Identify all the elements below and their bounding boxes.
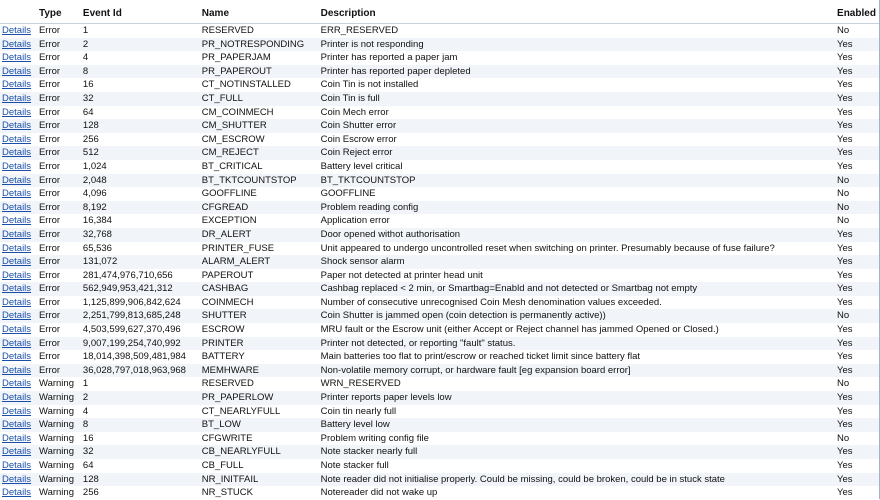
table-row: [0, 391, 879, 405]
table-row: [0, 51, 879, 65]
description-cell: BT_TKTCOUNTSTOP: [320, 174, 416, 186]
details-link[interactable]: Details: [2, 188, 32, 200]
type-cell: Error: [38, 201, 61, 213]
details-link[interactable]: Details: [2, 364, 32, 376]
type-cell: Warning: [38, 473, 74, 485]
name-cell: RESERVED: [201, 378, 254, 390]
event-id-cell: 1,125,899,906,842,624: [82, 296, 181, 308]
enabled-cell: Yes: [837, 120, 853, 132]
event-id-cell: 36,028,797,018,963,968: [82, 364, 186, 376]
enabled-cell: Yes: [837, 473, 853, 485]
type-cell: Error: [38, 337, 61, 349]
type-cell: Error: [38, 174, 61, 186]
description-cell: Note stacker full: [320, 460, 389, 471]
type-cell: Error: [38, 296, 61, 308]
table-row: [0, 242, 879, 256]
name-cell: MEMHWARE: [201, 364, 259, 376]
enabled-cell: Yes: [837, 52, 853, 64]
enabled-cell: Yes: [837, 460, 853, 471]
event-id-cell: 16,384: [82, 215, 112, 227]
type-cell: Warning: [38, 378, 74, 390]
name-cell: CM_SHUTTER: [201, 120, 267, 132]
description-cell: Coin Mech error: [320, 106, 389, 118]
description-cell: Shock sensor alarm: [320, 256, 405, 268]
header-enabled[interactable]: Enabled: [837, 8, 876, 19]
details-link[interactable]: Details: [2, 269, 32, 281]
enabled-cell: Yes: [837, 419, 853, 431]
description-cell: Cashbag replaced < 2 min, or Smartbag=Enabld and not detected or Smartbag not empty: [320, 283, 698, 295]
description-cell: Main batteries too flat to print/escrow or reached ticket limit since battery flat: [320, 351, 641, 363]
description-cell: Coin Shutter error: [320, 120, 397, 132]
description-cell: Printer has reported paper depleted: [320, 65, 471, 77]
details-link[interactable]: Details: [2, 460, 32, 471]
name-cell: ALARM_ALERT: [201, 256, 271, 268]
event-id-cell: 16: [82, 432, 94, 444]
table-row: [0, 282, 879, 296]
name-cell: CM_ESCROW: [201, 133, 265, 145]
name-cell: PR_PAPEROUT: [201, 65, 272, 77]
details-link[interactable]: Details: [2, 378, 32, 390]
type-cell: Error: [38, 52, 61, 64]
name-cell: PR_PAPERJAM: [201, 52, 271, 64]
event-id-cell: 8: [82, 419, 89, 431]
table-row: [0, 350, 879, 364]
name-cell: CFGREAD: [201, 201, 249, 213]
description-cell: Problem writing config file: [320, 432, 429, 444]
details-link[interactable]: Details: [2, 92, 32, 104]
description-cell: MRU fault or the Escrow unit (either Accept or Reject channel has jammed Opened or Closed.): [320, 324, 719, 336]
enabled-cell: Yes: [837, 283, 853, 295]
enabled-cell: Yes: [837, 106, 853, 118]
enabled-cell: Yes: [837, 324, 853, 336]
description-cell: Battery level critical: [320, 160, 403, 172]
enabled-cell: No: [837, 432, 850, 444]
name-cell: BATTERY: [201, 351, 245, 363]
details-link[interactable]: Details: [2, 147, 32, 159]
name-cell: BT_CRITICAL: [201, 160, 263, 172]
event-id-cell: 18,014,398,509,481,984: [82, 351, 186, 363]
type-cell: Warning: [38, 460, 74, 471]
table-row: [0, 405, 879, 419]
header-event-id[interactable]: Event Id: [82, 8, 122, 19]
description-cell: Notereader did not wake up: [320, 487, 438, 499]
name-cell: PR_NOTRESPONDING: [201, 38, 305, 50]
event-id-cell: 32: [82, 446, 94, 458]
event-id-cell: 2: [82, 392, 89, 404]
enabled-cell: No: [837, 25, 850, 36]
details-link[interactable]: Details: [2, 242, 32, 254]
type-cell: Warning: [38, 446, 74, 458]
enabled-cell: Yes: [837, 79, 853, 91]
details-link[interactable]: Details: [2, 392, 32, 404]
event-id-cell: 256: [82, 487, 99, 499]
details-link[interactable]: Details: [2, 25, 32, 36]
details-link[interactable]: Details: [2, 160, 32, 172]
details-link[interactable]: Details: [2, 283, 32, 295]
name-cell: DR_ALERT: [201, 228, 252, 240]
details-link[interactable]: Details: [2, 174, 32, 186]
type-cell: Error: [38, 269, 61, 281]
type-cell: Warning: [38, 419, 74, 431]
header-type[interactable]: Type: [38, 8, 62, 19]
type-cell: Error: [38, 65, 61, 77]
event-id-cell: 8,192: [82, 201, 107, 213]
details-link[interactable]: Details: [2, 446, 32, 458]
event-id-cell: 64: [82, 106, 94, 118]
type-cell: Error: [38, 256, 61, 268]
table-row: [0, 337, 879, 351]
enabled-cell: Yes: [837, 392, 853, 404]
type-cell: Error: [38, 147, 61, 159]
type-cell: Warning: [38, 432, 74, 444]
description-cell: Coin Tin is not installed: [320, 79, 419, 91]
event-id-cell: 128: [82, 120, 99, 132]
table-row: [0, 473, 879, 487]
table-row: [0, 214, 879, 228]
name-cell: CT_FULL: [201, 92, 243, 104]
details-link[interactable]: Details: [2, 310, 32, 322]
name-cell: EXCEPTION: [201, 215, 257, 227]
enabled-cell: Yes: [837, 38, 853, 50]
table-row: [0, 255, 879, 269]
description-cell: Door opened withot authorisation: [320, 228, 461, 240]
enabled-cell: Yes: [837, 228, 853, 240]
table-body: [0, 24, 879, 500]
table-row: [0, 133, 879, 147]
type-cell: Error: [38, 120, 61, 132]
table-row: [0, 228, 879, 242]
description-cell: Coin tin nearly full: [320, 405, 397, 417]
name-cell: BT_LOW: [201, 419, 241, 431]
details-link[interactable]: Details: [2, 405, 32, 417]
description-cell: Printer not detected, or reporting "fault" status.: [320, 337, 516, 349]
table-row: [0, 92, 879, 106]
enabled-cell: Yes: [837, 296, 853, 308]
description-cell: Non-volatile memory corrupt, or hardware fault [eg expansion board error]: [320, 364, 631, 376]
enabled-cell: No: [837, 215, 850, 227]
description-cell: Coin Tin is full: [320, 92, 380, 104]
name-cell: CT_NOTINSTALLED: [201, 79, 291, 91]
type-cell: Error: [38, 106, 61, 118]
name-cell: GOOFFLINE: [201, 188, 257, 200]
table-row: [0, 486, 879, 500]
name-cell: BT_TKTCOUNTSTOP: [201, 174, 297, 186]
name-cell: NR_STUCK: [201, 487, 253, 499]
description-cell: Coin Escrow error: [320, 133, 397, 145]
event-id-cell: 64: [82, 460, 94, 471]
type-cell: Error: [38, 351, 61, 363]
enabled-cell: Yes: [837, 487, 853, 499]
table-row: [0, 24, 879, 38]
details-link[interactable]: Details: [2, 228, 32, 240]
event-id-cell: 9,007,199,254,740,992: [82, 337, 181, 349]
table-row: [0, 459, 879, 473]
name-cell: RESERVED: [201, 25, 254, 36]
description-cell: Printer is not responding: [320, 38, 424, 50]
event-id-cell: 562,949,953,421,312: [82, 283, 173, 295]
enabled-cell: Yes: [837, 337, 853, 349]
table-row: [0, 296, 879, 310]
event-id-cell: 4,503,599,627,370,496: [82, 324, 181, 336]
type-cell: Error: [38, 324, 61, 336]
description-cell: Note stacker nearly full: [320, 446, 418, 458]
table-row: [0, 65, 879, 79]
type-cell: Warning: [38, 487, 74, 499]
table-row: [0, 269, 879, 283]
description-cell: Problem reading config: [320, 201, 419, 213]
description-cell: GOOFFLINE: [320, 188, 376, 200]
table-header: [0, 0, 879, 24]
event-id-cell: 32: [82, 92, 94, 104]
table-row: [0, 432, 879, 446]
type-cell: Error: [38, 79, 61, 91]
details-link[interactable]: Details: [2, 337, 32, 349]
event-id-cell: 2,048: [82, 174, 107, 186]
table-row: [0, 323, 879, 337]
details-link[interactable]: Details: [2, 120, 32, 132]
description-cell: ERR_RESERVED: [320, 25, 399, 36]
details-link[interactable]: Details: [2, 79, 32, 91]
name-cell: ESCROW: [201, 324, 245, 336]
type-cell: Error: [38, 160, 61, 172]
type-cell: Error: [38, 283, 61, 295]
table-row: [0, 174, 879, 188]
name-cell: NR_INITFAIL: [201, 473, 259, 485]
event-id-cell: 128: [82, 473, 99, 485]
enabled-cell: Yes: [837, 92, 853, 104]
event-id-cell: 1: [82, 378, 89, 390]
event-id-cell: 8: [82, 65, 89, 77]
event-id-cell: 2: [82, 38, 89, 50]
type-cell: Error: [38, 215, 61, 227]
description-cell: Number of consecutive unrecognised Coin Mesh denomination values exceeded.: [320, 296, 662, 308]
name-cell: PAPEROUT: [201, 269, 254, 281]
event-id-cell: 4,096: [82, 188, 107, 200]
type-cell: Warning: [38, 392, 74, 404]
enabled-cell: Yes: [837, 351, 853, 363]
type-cell: Error: [38, 188, 61, 200]
name-cell: CM_COINMECH: [201, 106, 274, 118]
table-row: [0, 201, 879, 215]
table-row: [0, 377, 879, 391]
enabled-cell: No: [837, 188, 850, 200]
type-cell: Error: [38, 228, 61, 240]
details-link[interactable]: Details: [2, 296, 32, 308]
enabled-cell: No: [837, 310, 850, 322]
event-id-cell: 131,072: [82, 256, 118, 268]
type-cell: Error: [38, 38, 61, 50]
name-cell: PRINTER: [201, 337, 244, 349]
details-link[interactable]: Details: [2, 419, 32, 431]
type-cell: Error: [38, 133, 61, 145]
details-link[interactable]: Details: [2, 487, 32, 499]
name-cell: PRINTER_FUSE: [201, 242, 275, 254]
enabled-cell: Yes: [837, 133, 853, 145]
event-id-cell: 4: [82, 405, 89, 417]
table-row: [0, 364, 879, 378]
table-row: [0, 445, 879, 459]
enabled-cell: Yes: [837, 65, 853, 77]
type-cell: Error: [38, 25, 61, 36]
name-cell: CFGWRITE: [201, 432, 253, 444]
description-cell: Coin Reject error: [320, 147, 393, 159]
description-cell: Note reader did not initialise properly. Could be missing, could be broken, could be in stuck state: [320, 473, 725, 485]
enabled-cell: No: [837, 378, 850, 390]
description-cell: WRN_RESERVED: [320, 378, 401, 390]
details-link[interactable]: Details: [2, 473, 32, 485]
table-row: [0, 160, 879, 174]
description-cell: Unit appeared to undergo uncontrolled reset when switching on printer. Presumably because of fuse failure?: [320, 242, 775, 254]
description-cell: Coin Shutter is jammed open (coin detection is permanently active)): [320, 310, 606, 322]
name-cell: CM_REJECT: [201, 147, 259, 159]
table-row: [0, 418, 879, 432]
enabled-cell: No: [837, 201, 850, 213]
event-id-cell: 512: [82, 147, 99, 159]
event-id-cell: 281,474,976,710,656: [82, 269, 173, 281]
table-row: [0, 119, 879, 133]
details-link[interactable]: Details: [2, 324, 32, 336]
name-cell: CB_NEARLYFULL: [201, 446, 281, 458]
details-link[interactable]: Details: [2, 351, 32, 363]
table-row: [0, 78, 879, 92]
details-link[interactable]: Details: [2, 65, 32, 77]
name-cell: CB_FULL: [201, 460, 244, 471]
details-link[interactable]: Details: [2, 133, 32, 145]
enabled-cell: Yes: [837, 364, 853, 376]
event-id-cell: 2,251,799,813,685,248: [82, 310, 181, 322]
table-row: [0, 187, 879, 201]
event-id-cell: 16: [82, 79, 94, 91]
name-cell: SHUTTER: [201, 310, 247, 322]
description-cell: Printer has reported a paper jam: [320, 52, 458, 64]
description-cell: Printer reports paper levels low: [320, 392, 452, 404]
enabled-cell: Yes: [837, 147, 853, 159]
event-id-cell: 4: [82, 52, 89, 64]
details-link[interactable]: Details: [2, 215, 32, 227]
details-link[interactable]: Details: [2, 52, 32, 64]
name-cell: CT_NEARLYFULL: [201, 405, 281, 417]
enabled-cell: Yes: [837, 242, 853, 254]
event-id-cell: 1: [82, 25, 89, 36]
details-link[interactable]: Details: [2, 201, 32, 213]
event-id-cell: 1,024: [82, 160, 107, 172]
header-name[interactable]: Name: [201, 8, 230, 19]
enabled-cell: Yes: [837, 256, 853, 268]
details-link[interactable]: Details: [2, 38, 32, 50]
name-cell: COINMECH: [201, 296, 254, 308]
enabled-cell: Yes: [837, 405, 853, 417]
details-link[interactable]: Details: [2, 256, 32, 268]
enabled-cell: Yes: [837, 160, 853, 172]
header-description[interactable]: Description: [320, 8, 376, 19]
table-row: [0, 38, 879, 52]
table-row: [0, 309, 879, 323]
details-link[interactable]: Details: [2, 106, 32, 118]
type-cell: Error: [38, 92, 61, 104]
event-id-cell: 65,536: [82, 242, 112, 254]
enabled-cell: No: [837, 174, 850, 186]
description-cell: Application error: [320, 215, 390, 227]
name-cell: CASHBAG: [201, 283, 249, 295]
type-cell: Error: [38, 242, 61, 254]
description-cell: Battery level low: [320, 419, 390, 431]
description-cell: Paper not detected at printer head unit: [320, 269, 483, 281]
type-cell: Error: [38, 364, 61, 376]
name-cell: PR_PAPERLOW: [201, 392, 274, 404]
table-row: [0, 146, 879, 160]
event-id-cell: 256: [82, 133, 99, 145]
type-cell: Warning: [38, 405, 74, 417]
event-id-cell: 32,768: [82, 228, 112, 240]
enabled-cell: Yes: [837, 269, 853, 281]
table-row: [0, 106, 879, 120]
details-link[interactable]: Details: [2, 432, 32, 444]
type-cell: Error: [38, 310, 61, 322]
enabled-cell: Yes: [837, 446, 853, 458]
